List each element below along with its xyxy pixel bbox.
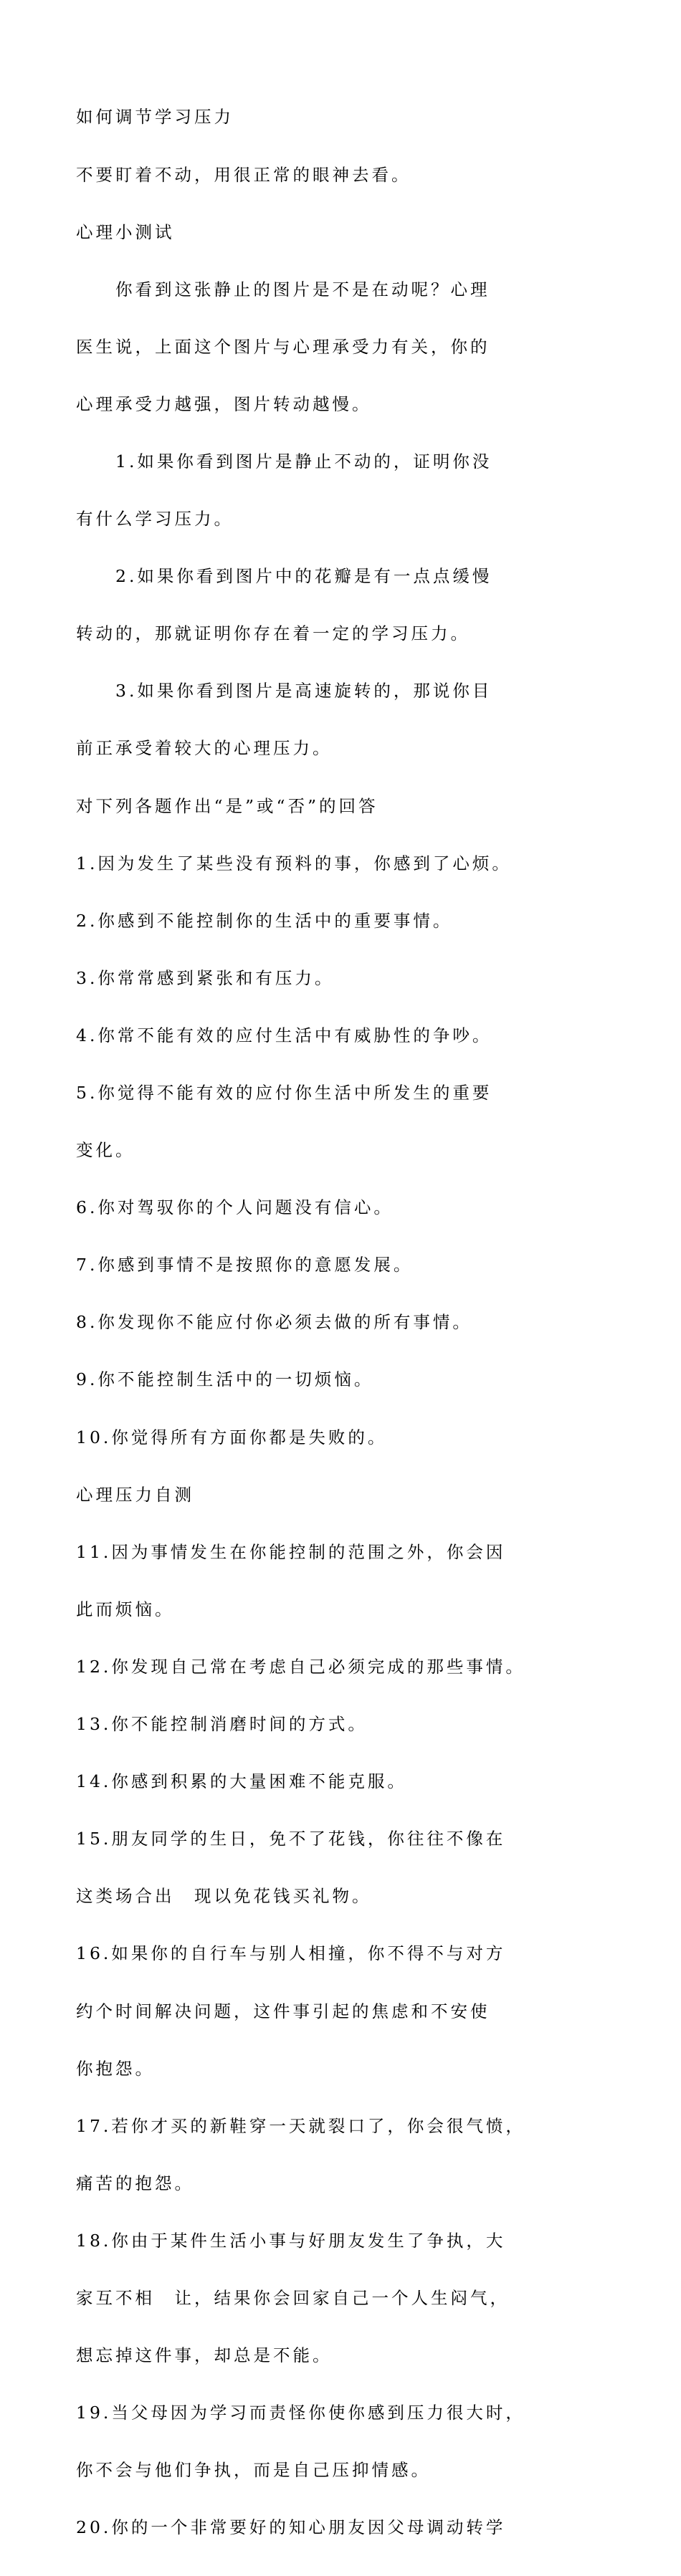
question-line: 2.你感到不能控制你的生活中的重要事情。 [76,910,453,931]
document-body [76,70,621,2575]
text-line: 1.如果你看到图片是静止不动的，证明你没 [76,451,492,471]
question-line: 10.你觉得所有方面你都是失败的。 [76,1427,388,1447]
question-line: 7.你感到事情不是按照你的意愿发展。 [76,1255,414,1275]
question-line: 18.你由于某件生活小事与好朋友发生了争执，大 [76,2230,506,2251]
question-line: 此而烦恼。 [76,1599,175,1619]
text-line: 医生说，上面这个图片与心理承受力有关，你的 [76,336,490,357]
question-line: 9.你不能控制生活中的一切烦恼。 [76,1369,374,1390]
question-line: 20.你的一个非常要好的知心朋友因父母调动转学 [76,2517,506,2538]
question-line: 变化。 [76,1140,135,1161]
section-heading: 心理压力自测 [76,1484,194,1505]
question-line: 4.你常不能有效的应付生活中有威胁性的争吵。 [76,1025,492,1045]
question-line: 11.因为事情发生在你能控制的范围之外，你会因 [76,1541,506,1562]
text-line: 转动的，那就证明你存在着一定的学习压力。 [76,623,470,644]
question-line: 13.你不能控制消磨时间的方式。 [76,1714,368,1735]
question-line: 12.你发现自己常在考虑自己必须完成的那些事情。 [76,1656,525,1677]
text-line: 3.如果你看到图片是高速旋转的，那说你目 [76,681,492,702]
question-line: 3.你常常感到紧张和有压力。 [76,967,335,988]
text-line: 有什么学习压力。 [76,509,234,530]
question-line: 5.你觉得不能有效的应付你生活中所发生的重要 [76,1083,492,1103]
text-line: 不要盯着不动，用很正常的眼神去看。 [76,164,411,185]
text-line: 前正承受着较大的心理压力。 [76,738,333,759]
question-line: 1.因为发生了某些没有预料的事，你感到了心烦。 [76,853,512,873]
question-line: 17.若你才买的新鞋穿一天就裂口了，你会很气愤， [76,2115,525,2136]
question-line: 痛苦的抱怨。 [76,2173,194,2193]
question-line: 约个时间解决问题，这件事引起的焦虑和不安使 [76,2001,490,2021]
question-line: 15.朋友同学的生日，免不了花钱，你往往不像在 [76,1829,506,1849]
text-line: 心理承受力越强，图片转动越慢。 [76,393,372,414]
text-line: 你看到这张静止的图片是不是在动呢？心理 [76,279,490,300]
question-line: 16.如果你的自行车与别人相撞，你不得不与对方 [76,1943,506,1964]
question-line: 19.当父母因为学习而责怪你使你感到压力很大时， [76,2403,525,2423]
question-line: 8.你发现你不能应付你必须去做的所有事情。 [76,1312,472,1333]
document-title: 如何调节学习压力 [76,107,234,128]
question-line: 你抱怨。 [76,2058,155,2079]
section-heading: 心理小测试 [76,221,175,242]
question-line: 6.你对驾驭你的个人问题没有信心。 [76,1197,394,1218]
text-line: 2.如果你看到图片中的花瓣是有一点点缓慢 [76,566,492,587]
question-line: 想忘掉这件事，却总是不能。 [76,2345,333,2366]
question-line: 这类场合出 现以免花钱买礼物。 [76,1886,372,1907]
question-line: 14.你感到积累的大量困难不能克服。 [76,1771,407,1792]
question-line: 家互不相 让，结果你会回家自己一个人生闷气， [76,2287,510,2308]
question-line: 你不会与他们争执，而是自己压抑情感。 [76,2460,431,2481]
section-heading: 对下列各题作出“是”或“否”的回答 [76,795,378,816]
